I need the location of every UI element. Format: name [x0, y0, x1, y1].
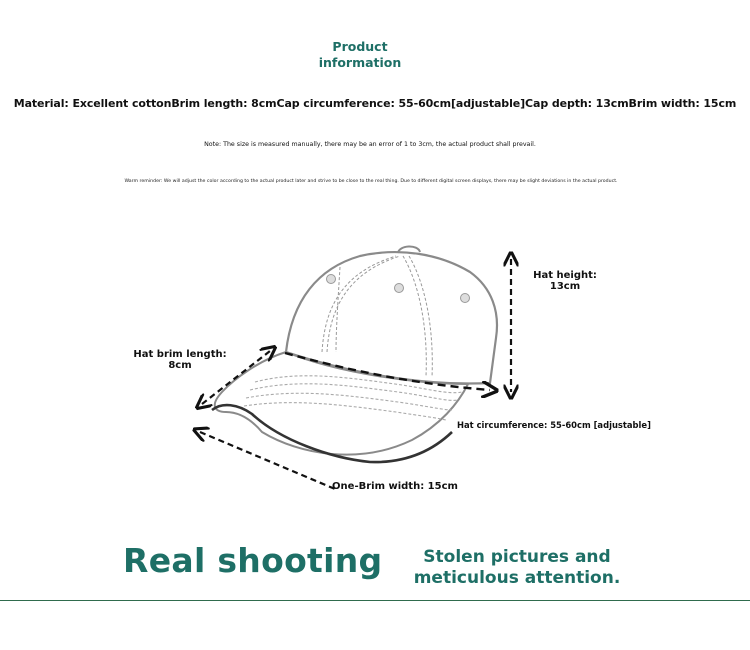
warm-reminder: Warm reminder: We will adjust the color according to the actual product later and strive to be close to the real thing. Due to different digital screen displays, there may be slight deviations in the actual product. — [124, 179, 618, 184]
title-line-2: information — [318, 55, 402, 70]
eyelet — [327, 275, 336, 284]
material-specs-line: Material: Excellent cottonBrim length: 8cmCap circumference: 55-60cm[adjustable]Cap depth: 13cmBrim width: 15cm — [13, 97, 737, 110]
hat-height-value: 13cm — [549, 281, 581, 292]
bottom-divider — [0, 600, 750, 601]
brim-width-label: One-Brim width: 15cm — [332, 481, 458, 492]
hat-height-title: Hat height: — [533, 270, 597, 281]
hat-diagram — [0, 215, 750, 505]
circumference-label: Hat circumference: 55-60cm [adjustable] — [457, 420, 651, 430]
brim-length-title: Hat brim length: — [133, 349, 227, 360]
slogan-line-1: Stolen pictures and — [423, 547, 611, 567]
title-line-1: Product — [332, 39, 388, 54]
eyelet — [461, 294, 470, 303]
hat-height-label — [522, 270, 608, 292]
product-info-title — [0, 39, 720, 71]
eyelet — [395, 284, 404, 293]
slogan — [392, 547, 642, 589]
brim-length-value: 8cm — [168, 360, 192, 371]
real-shooting-heading: Real shooting — [123, 541, 383, 580]
measurement-note: Note: The size is measured manually, there may be an error of 1 to 3cm, the actual product shall prevail. — [204, 141, 536, 148]
brim-length-label — [128, 349, 232, 371]
slogan-line-2: meticulous attention. — [413, 568, 621, 588]
